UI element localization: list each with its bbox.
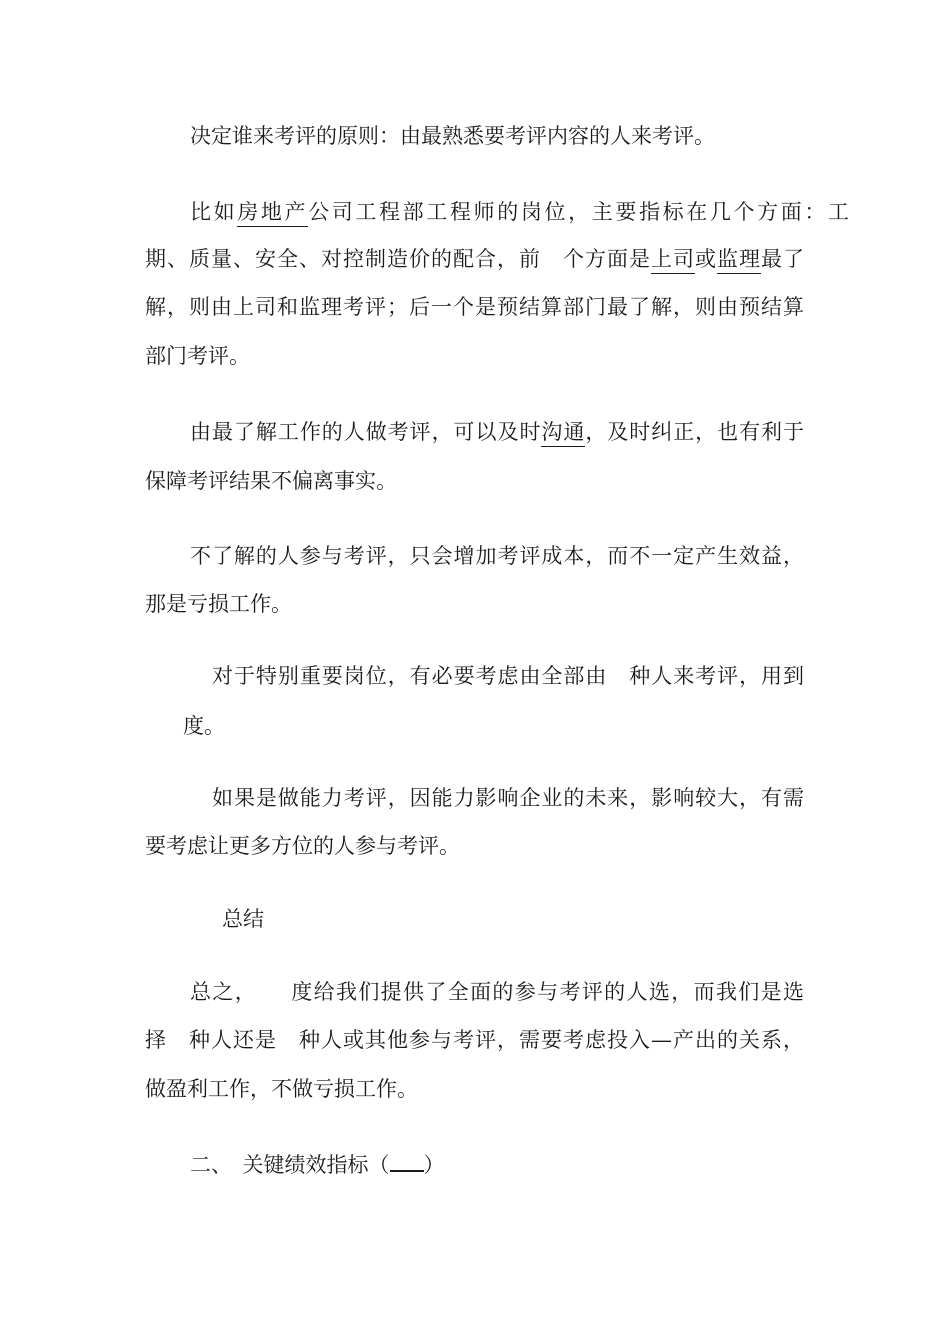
example-line-1: 比如房地产公司工程部工程师的岗位，主要指标在几个方面：工 xyxy=(145,198,849,226)
summary-line-1: 总之， 度给我们提供了全面的参与考评的人选，而我们是选 xyxy=(190,980,804,1004)
example-line-2: 期、质量、安全、对控制造价的配合，前 个方面是上司或监理最了 xyxy=(145,245,804,273)
cost-line-2: 那是亏损工作。 xyxy=(145,592,292,616)
benefit-line-2: 保障考评结果不偏离事实。 xyxy=(145,469,397,493)
important-post-line-1: 对于特别重要岗位，有必要考虑由全部由 种人来考评，用到 xyxy=(212,664,804,688)
blank-underline xyxy=(390,1150,424,1172)
example-line-3: 解，则由上司和监理考评；后一个是预结算部门最了解，则由预结算 xyxy=(145,295,804,319)
important-post-line-2: 度。 xyxy=(183,714,225,738)
underlined-term-supervisor: 监理 xyxy=(717,247,761,274)
cost-line-1: 不了解的人参与考评，只会增加考评成本，而不一定产生效益， xyxy=(190,544,804,568)
summary-heading: 总结 xyxy=(222,907,264,931)
example-line-4: 部门考评。 xyxy=(145,344,250,368)
underlined-term-boss: 上司 xyxy=(651,247,695,274)
summary-line-2: 择 种人还是 种人或其他参与考评，需要考虑投入—产出的关系， xyxy=(145,1028,804,1052)
ability-line-2: 要考虑让更多方位的人参与考评。 xyxy=(145,834,460,858)
benefit-line-1: 由最了解工作的人做考评，可以及时沟通，及时纠正，也有利于 xyxy=(190,418,804,446)
summary-line-3: 做盈利工作，不做亏损工作。 xyxy=(145,1077,418,1101)
underlined-term-real-estate: 房地产 xyxy=(237,200,308,227)
ability-line-1: 如果是做能力考评，因能力影响企业的未来，影响较大，有需 xyxy=(212,786,804,810)
underlined-term-communication: 沟通 xyxy=(541,420,585,447)
section-heading-kpi: 二、 关键绩效指标（ ） xyxy=(190,1150,445,1179)
principle-line: 决定谁来考评的原则：由最熟悉要考评内容的人来考评。 xyxy=(190,124,715,148)
